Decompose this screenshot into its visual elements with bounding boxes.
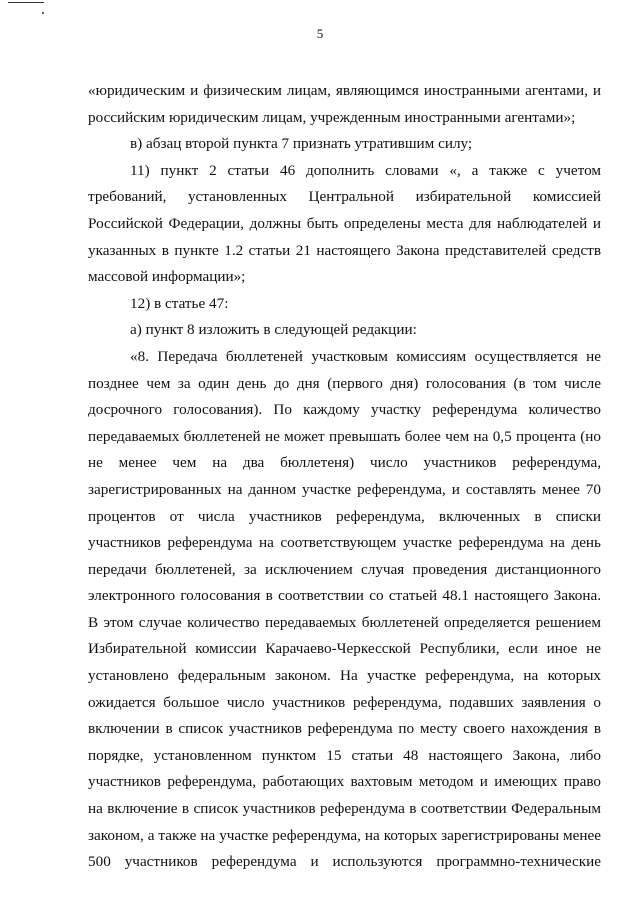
paragraph-item-v: в) абзац второй пункта 7 признать утратившим силу; xyxy=(130,135,473,153)
paragraph-item-a: а) пункт 8 изложить в следующей редакции: xyxy=(130,321,417,339)
paragraph-continuation: «юридическим и физическим лицам, являющимся иностранными агентами, и российским юридическим лицам, учрежденным иностранными агентами»; xyxy=(88,82,601,126)
paragraph-item-12: 12) в статье 47: xyxy=(130,294,229,312)
page-number: 5 xyxy=(316,26,324,41)
paragraph-item-11: 11) пункт 2 статьи 46 дополнить словами «, а также с учетом требований, установленных Центральной избирательной комиссией Российской Федерации, должны быть определены места для наблюдателей и указанных в пункте 1.2 статьи 21 настоящего Закона представителей средств массовой информации»; xyxy=(88,161,601,286)
scan-corner-line xyxy=(8,2,44,3)
scan-dot xyxy=(42,12,44,14)
document-body xyxy=(88,78,601,876)
paragraph-clause-8: «8. Передача бюллетеней участковым комиссиям осуществляется не позднее чем за один день до дня (первого дня) голосования (в том числе досрочного голосования). По каждому участку референдума количество передаваемых бюллетеней не может превышать более чем на 0,5 процента (но не менее чем на два бюллетеня) число участников референдума, зарегистрированных на данном участке референдума, и составлять менее 70 процентов от числа участников референдума, включенных в списки участников референдума на соответствующем участке референдума на день передачи бюллетеней, за исключением случая проведения дистанционного электронного голосования в соответствии со статьей 48.1 настоящего Закона. В этом случае количество передаваемых бюллетеней определяется решением Избирательной комиссии Карачаево-Черкесской Республики, если иное не установлено федеральным законом. На участке референдума, на которых ожидается большое число участников референдума, подавших заявления о включении в список участников референдума по месту своего нахождения в порядке, установленном пунктом 15 статьи 48 настоящего Закона, либо участников референдума, работающих вахтовым методом и имеющих право на включение в список участников референдума в соответствии Федеральным законом, а также на участке референдума, на которых зарегистрированы менее 500 участников референдума и используются программно-технические xyxy=(88,347,601,871)
